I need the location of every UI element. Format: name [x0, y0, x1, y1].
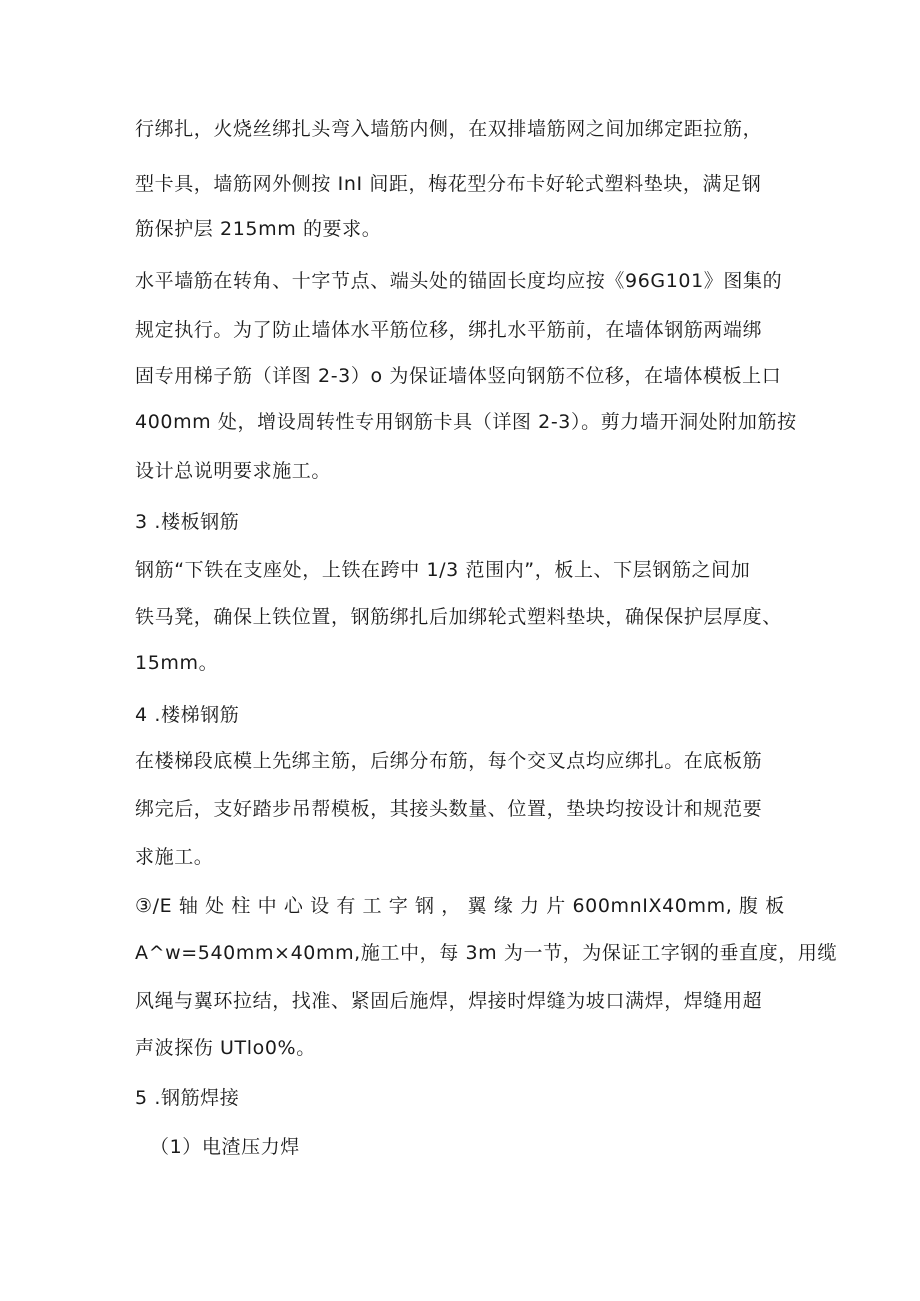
text-line-14: 在楼梯段底模上先绑主筋，后绑分布筋，每个交叉点均应绑扎。在底板筋 — [135, 750, 763, 772]
section-heading-welding: 5 .钢筋焊接 — [135, 1087, 240, 1109]
section-heading-floor-slab: 3 .楼板钢筋 — [135, 511, 240, 533]
text-line-6: 固专用梯子筋（详图 2-3）o 为保证墙体竖向钢筋不位移，在墙体模板上口 — [135, 365, 782, 387]
text-line-4: 水平墙筋在转角、十字节点、端头处的锚固长度均应按《96G101》图集的 — [135, 270, 783, 292]
text-line-3: 筋保护层 215mm 的要求。 — [135, 218, 382, 240]
text-line-18: A^w=540mm×40mm,施工中，每 3m 为一节，为保证工字钢的垂直度，用缆 — [135, 942, 838, 964]
text-line-17: ③/E 轴 处 柱 中 心 设 有 工 字 钢 ， 翼 缘 力 片 600mnIX40mm, 腹 板 — [135, 895, 785, 917]
text-line-10: 钢筋“下铁在支座处，上铁在跨中 1/3 范围内”，板上、下层钢筋之间加 — [135, 559, 751, 581]
text-line-8: 设计总说明要求施工。 — [135, 460, 332, 482]
text-line-11: 铁马凳，确保上铁位置，钢筋绑扎后加绑轮式塑料垫块，确保保护层厚度、 — [135, 606, 782, 628]
subsection-heading-electroslag: （1）电渣压力焊 — [150, 1136, 300, 1158]
text-line-16: 求施工。 — [135, 846, 214, 868]
text-line-15: 绑完后，支好踏步吊帮模板，其接头数量、位置，垫块均按设计和规范要 — [135, 798, 763, 820]
text-line-1: 行绑扎，火烧丝绑扎头弯入墙筋内侧，在双排墙筋网之间加绑定距拉筋， — [135, 118, 763, 140]
section-heading-stair: 4 .楼梯钢筋 — [135, 704, 240, 726]
text-line-5: 规定执行。为了防止墙体水平筋位移，绑扎水平筋前，在墙体钢筋两端绑 — [135, 319, 763, 341]
text-line-2: 型卡具，墙筋网外侧按 InI 间距，梅花型分布卡好轮式塑料垫块，满足钢 — [135, 173, 762, 195]
text-line-12: 15mm。 — [135, 652, 219, 674]
text-line-20: 声波探伤 UTlo0%。 — [135, 1037, 316, 1059]
text-line-7: 400mm 处，增设周转性专用钢筋卡具（详图 2-3）。剪力墙开洞处附加筋按 — [135, 411, 797, 433]
text-line-19: 风绳与翼环拉结，找准、紧固后施焊，焊接时焊缝为坡口满焊，焊缝用超 — [135, 990, 763, 1012]
